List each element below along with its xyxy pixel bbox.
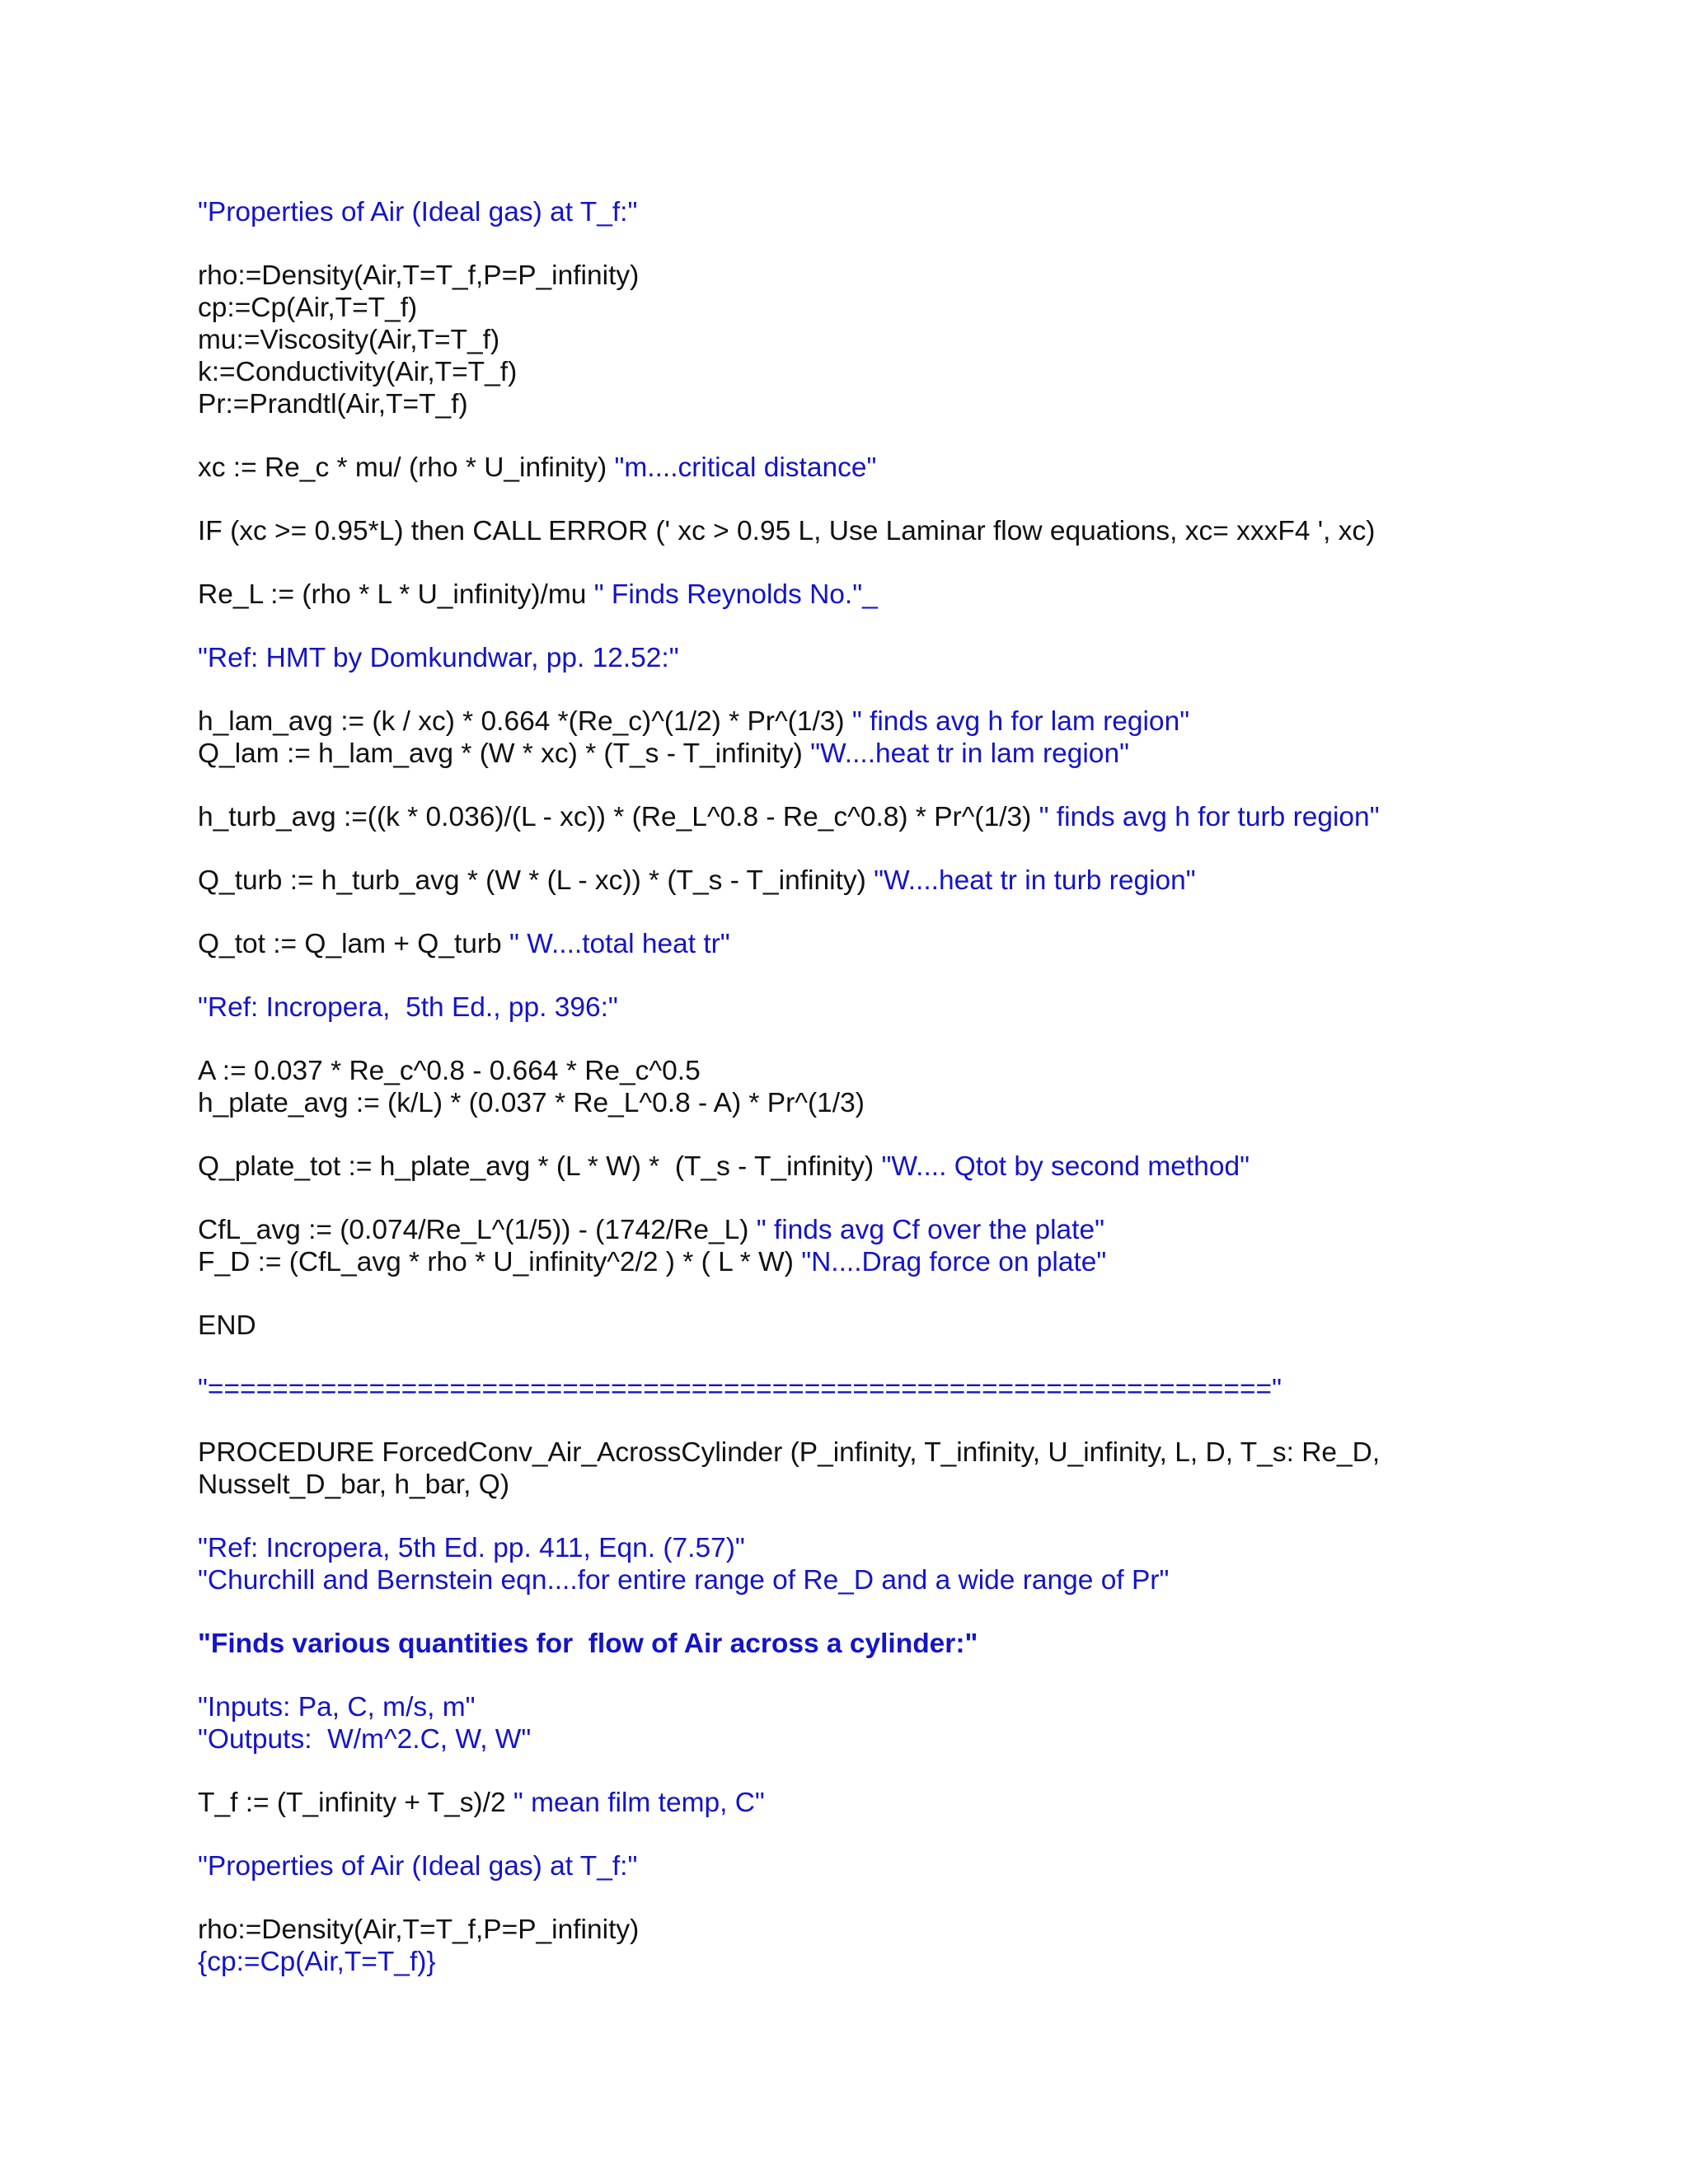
code-line (198, 324, 1484, 356)
code-text: h_turb_avg :=((k * 0.036)/(L - xc)) * (Re_L^0.8 - Re_c^0.8) * Pr^(1/3) (198, 802, 1039, 832)
comment-line (198, 1628, 1484, 1660)
comment-text: " W....total heat tr" (509, 929, 730, 959)
blank-line (198, 1819, 1484, 1850)
code-text: IF (xc >= 0.95*L) then CALL ERROR (' xc > 0.95 L, Use Laminar flow equations, xc= xxxF4 ', xc) (198, 516, 1376, 546)
comment-line (198, 642, 1484, 674)
code-text: rho:=Density(Air,T=T_f,P=P_infinity) (198, 260, 640, 291)
blank-line (198, 1596, 1484, 1628)
code-text: F_D := (CfL_avg * rho * U_infinity^2/2 ) * ( L * W) (198, 1247, 802, 1277)
code-line (198, 356, 1484, 388)
code-text: h_plate_avg := (k/L) * (0.037 * Re_L^0.8 - A) * Pr^(1/3) (198, 1088, 865, 1118)
code-line (198, 1214, 1484, 1246)
comment-line (198, 1850, 1484, 1882)
blank-line (198, 1278, 1484, 1310)
comment-text: " finds avg Cf over the plate" (756, 1215, 1105, 1245)
blank-line (198, 770, 1484, 801)
blank-line (198, 1342, 1484, 1373)
code-text: Pr:=Prandtl(Air,T=T_f) (198, 389, 468, 419)
comment-line (198, 1564, 1484, 1596)
comment-text: " finds avg h for lam region" (851, 706, 1190, 737)
blank-line (198, 1119, 1484, 1151)
blank-line (198, 1405, 1484, 1436)
code-text: T_f := (T_infinity + T_s)/2 (198, 1788, 513, 1818)
comment-text: "W.... Qtot by second method" (881, 1151, 1250, 1182)
code-text: Q_plate_tot := h_plate_avg * (L * W) * (T_s - T_infinity) (198, 1151, 882, 1182)
code-line (198, 1087, 1484, 1119)
blank-line (198, 420, 1484, 452)
code-text: cp:=Cp(Air,T=T_f) (198, 293, 418, 323)
code-line (198, 515, 1484, 547)
comment-text: "==================================================================" (198, 1374, 1282, 1404)
procedure-header (198, 1436, 1434, 1501)
comment-text: "W....heat tr in turb region" (874, 865, 1196, 896)
comment-text: "W....heat tr in lam region" (810, 738, 1129, 769)
blank-line (198, 674, 1484, 705)
code-line (198, 865, 1484, 897)
comment-text: "Churchill and Bernstein eqn....for entire range of Re_D and a wide range of Pr" (198, 1565, 1170, 1596)
comment-text: " Finds Reynolds No."_ (593, 579, 878, 610)
blank-line (198, 960, 1484, 991)
comment-line (198, 196, 1484, 228)
code-text: xc := Re_c * mu/ (rho * U_infinity) (198, 452, 615, 483)
comment-line (198, 1946, 1484, 1978)
code-text: Q_lam := h_lam_avg * (W * xc) * (T_s - T_infinity) (198, 738, 811, 769)
code-line (198, 705, 1484, 738)
code-line (198, 579, 1484, 611)
blank-line (198, 1755, 1484, 1787)
code-text: k:=Conductivity(Air,T=T_f) (198, 357, 518, 387)
comment-line (198, 1691, 1484, 1723)
code-text: CfL_avg := (0.074/Re_L^(1/5)) - (1742/Re_L) (198, 1215, 757, 1245)
code-line (198, 1151, 1484, 1183)
comment-text: "m....critical distance" (614, 452, 877, 483)
code-text: mu:=Viscosity(Air,T=T_f) (198, 325, 500, 355)
code-line (198, 801, 1484, 833)
document-page (198, 196, 1484, 1978)
blank-line (198, 228, 1484, 260)
comment-text-bold: "Finds various quantities for flow of Air across a cylinder:" (198, 1629, 978, 1659)
code-line (198, 738, 1484, 770)
code-line (198, 1055, 1484, 1087)
blank-line (198, 1501, 1484, 1532)
comment-text: "Properties of Air (Ideal gas) at T_f:" (198, 1851, 638, 1882)
blank-line (198, 611, 1484, 642)
code-text: A := 0.037 * Re_c^0.8 - 0.664 * Re_c^0.5 (198, 1056, 701, 1086)
blank-line (198, 1024, 1484, 1055)
code-text: rho:=Density(Air,T=T_f,P=P_infinity) (198, 1915, 640, 1945)
code-text: PROCEDURE ForcedConv_Air_AcrossCylinder (P_infinity, T_infinity, U_infinity, L, D, T_s: Re_D, Nusselt_D_bar, h_bar, Q) (198, 1437, 1381, 1500)
comment-text: " mean film temp, C" (513, 1788, 765, 1818)
blank-line (198, 833, 1484, 865)
code-text: Re_L := (rho * L * U_infinity)/mu (198, 579, 594, 610)
code-text: END (198, 1310, 256, 1341)
code-line (198, 1310, 1484, 1342)
comment-text: "N....Drag force on plate" (801, 1247, 1107, 1277)
comment-text: "Ref: Incropera, 5th Ed., pp. 396:" (198, 992, 618, 1023)
code-line (198, 1246, 1484, 1278)
comment-line (198, 991, 1484, 1024)
blank-line (198, 484, 1484, 515)
comment-text: "Ref: Incropera, 5th Ed. pp. 411, Eqn. (7.57)" (198, 1533, 745, 1563)
comment-text: "Ref: HMT by Domkundwar, pp. 12.52:" (198, 643, 679, 673)
code-line (198, 260, 1484, 292)
code-line (198, 292, 1484, 324)
comment-text: "Inputs: Pa, C, m/s, m" (198, 1692, 476, 1722)
comment-text: "Properties of Air (Ideal gas) at T_f:" (198, 197, 638, 227)
comment-line (198, 1723, 1484, 1755)
blank-line (198, 897, 1484, 928)
blank-line (198, 547, 1484, 579)
code-line (198, 1787, 1484, 1819)
code-text: Q_turb := h_turb_avg * (W * (L - xc)) * (T_s - T_infinity) (198, 865, 874, 896)
code-text: h_lam_avg := (k / xc) * 0.664 *(Re_c)^(1/2) * Pr^(1/3) (198, 706, 852, 737)
blank-line (198, 1882, 1484, 1914)
comment-line (198, 1532, 1484, 1564)
blank-line (198, 1183, 1484, 1214)
code-line (198, 928, 1484, 960)
code-line (198, 388, 1484, 420)
comment-text: "Outputs: W/m^2.C, W, W" (198, 1724, 532, 1755)
code-text: Q_tot := Q_lam + Q_turb (198, 929, 509, 959)
comment-text: " finds avg h for turb region" (1039, 802, 1380, 832)
separator-line (198, 1373, 1484, 1405)
code-line (198, 452, 1484, 484)
code-line (198, 1914, 1484, 1946)
blank-line (198, 1660, 1484, 1691)
comment-text: {cp:=Cp(Air,T=T_f)} (198, 1947, 436, 1977)
